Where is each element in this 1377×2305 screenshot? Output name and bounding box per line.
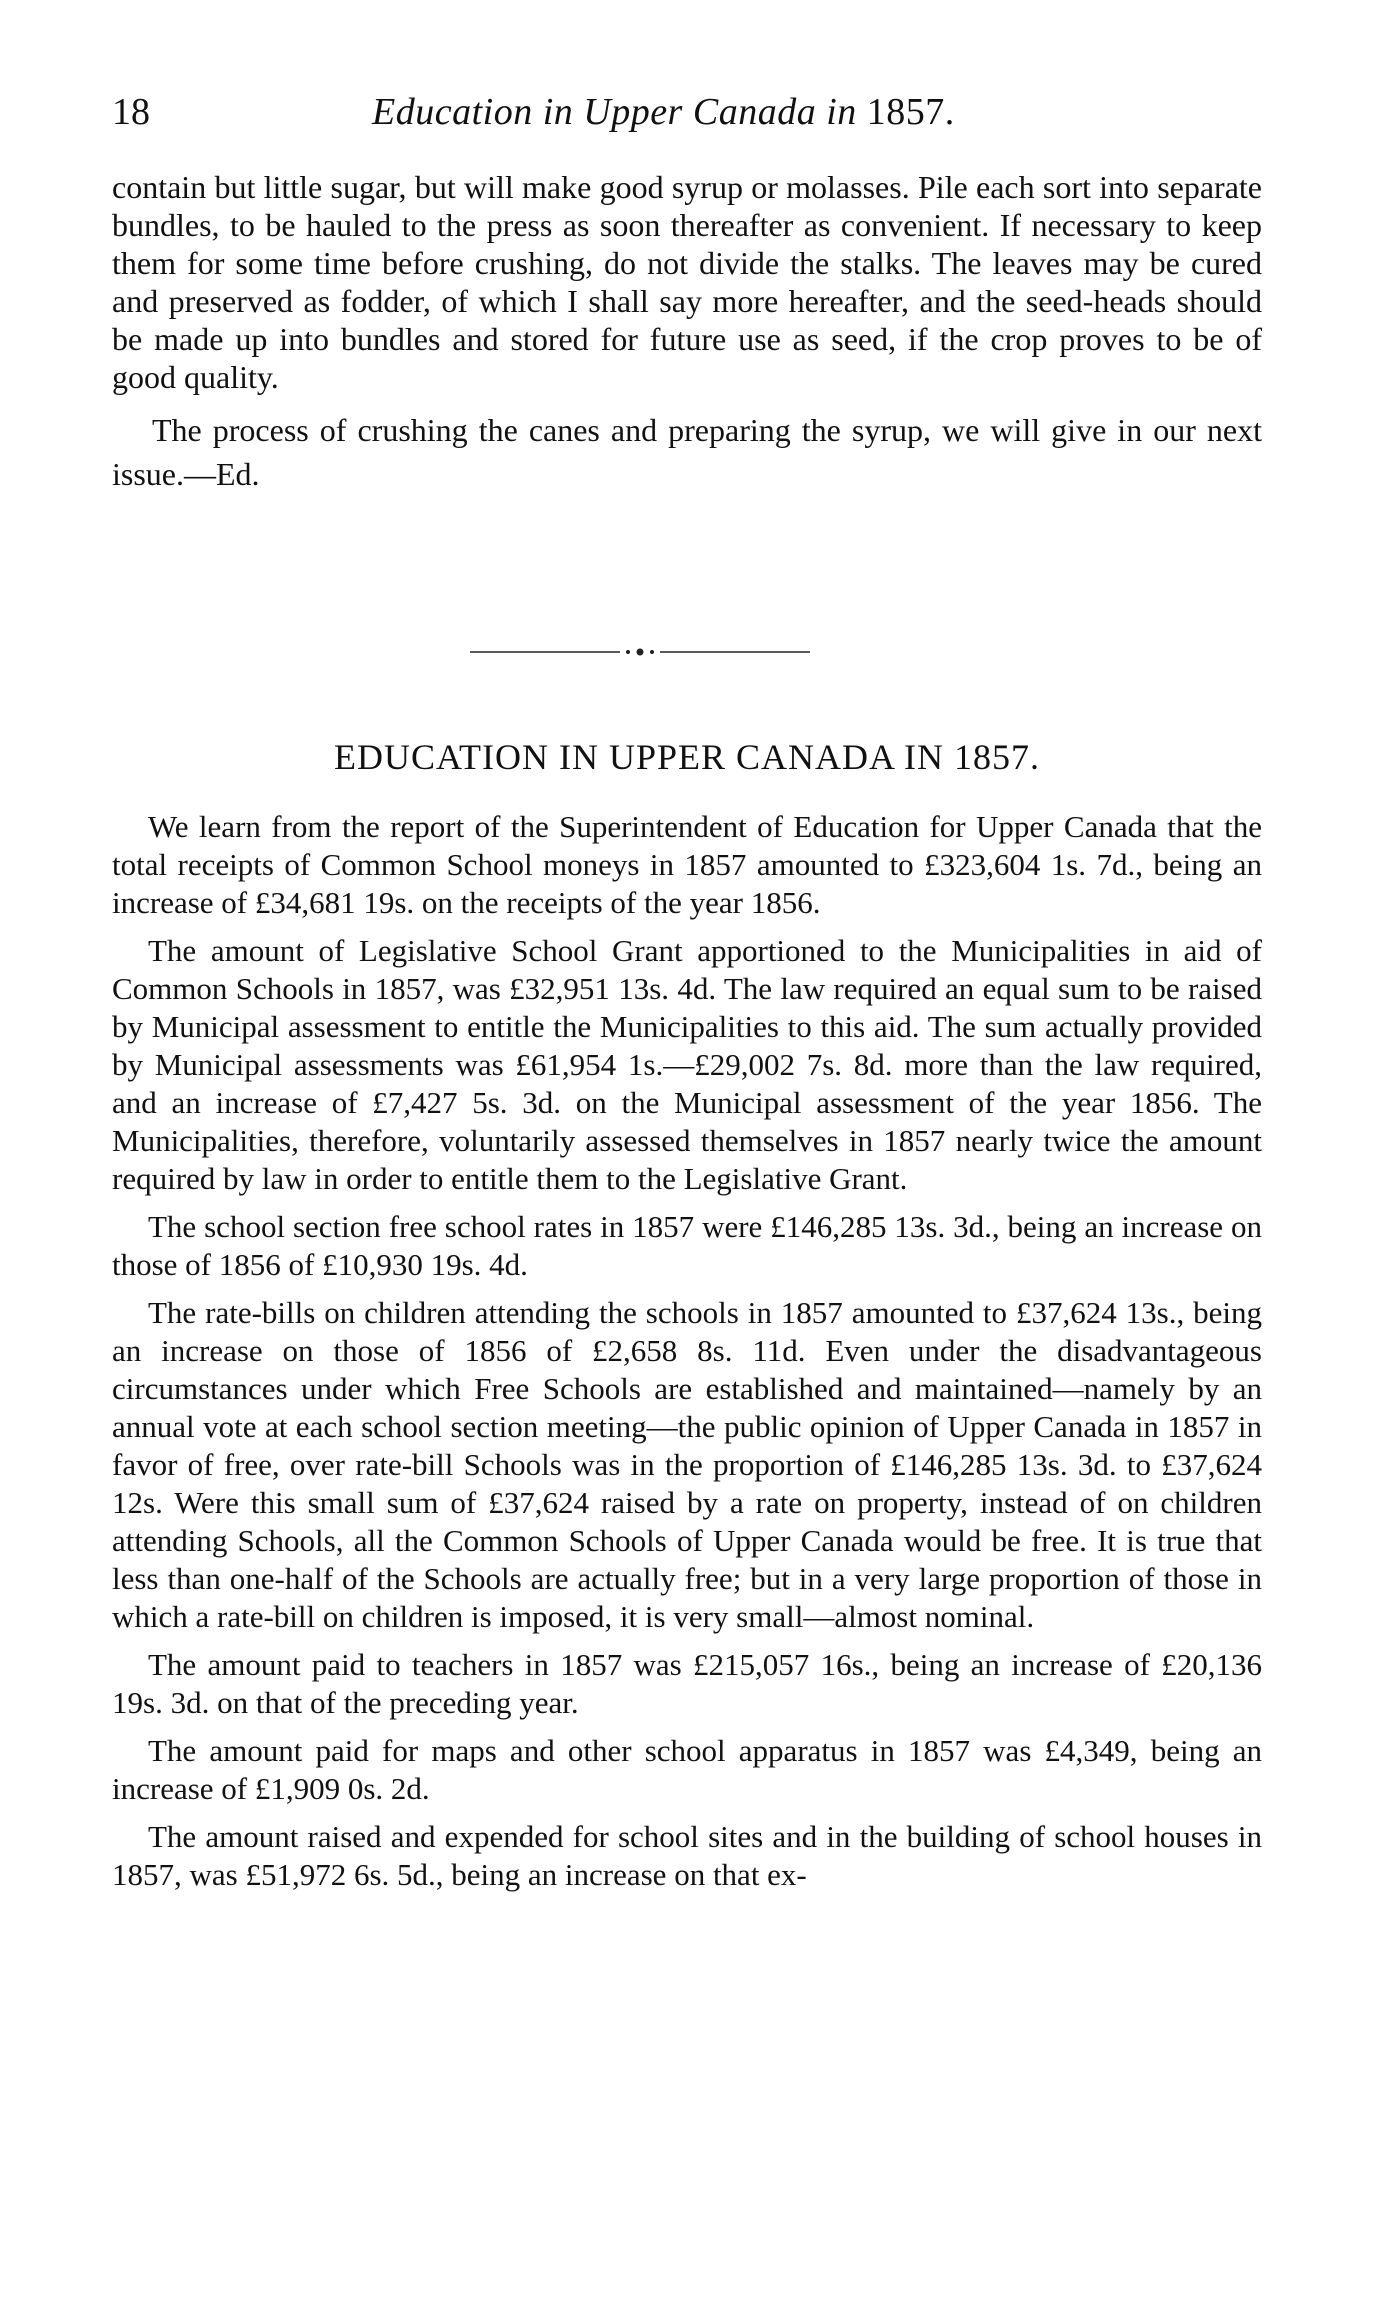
article-paragraph: The amount paid to teachers in 1857 was £215,057 16s., being an increase of £20,136 19s. 3d. on that of the preceding year.: [112, 1647, 1262, 1720]
page-header: [112, 90, 1262, 140]
running-title: [372, 90, 955, 134]
article-paragraph: The amount paid for maps and other school apparatus in 1857 was £4,349, being an increase of £1,909 0s. 2d.: [112, 1733, 1262, 1806]
section-divider-ornament: [470, 648, 810, 656]
continued-paragraph: contain but little sugar, but will make good syrup or molasses. Pile each sort into separate bundles, to be hauled to the press as soon thereafter as convenient. If necessary to keep them for some time before crushing, do not divide the stalks. The leaves may be cured and preserved as fodder, of which I shall say more hereafter, and the seed-heads should be made up into bundles and stored for future use as seed, if the crop proves to be of good quality.: [112, 169, 1262, 395]
article-paragraph: The amount raised and expended for school sites and in the building of school houses in 1857, was £51,972 6s. 5d., being an increase on that ex-: [112, 1819, 1262, 1892]
article-paragraph: The school section free school rates in 1857 were £146,285 13s. 3d., being an increase on those of 1856 of £10,930 19s. 4d.: [112, 1209, 1262, 1282]
running-title-year: 1857.: [866, 91, 955, 133]
running-title-text: Education in Upper Canada in: [372, 91, 857, 133]
editor-note-paragraph: The process of crushing the canes and preparing the syrup, we will give in our next issue.—Ed.: [112, 412, 1262, 492]
continued-article: [112, 168, 1262, 496]
article-title: EDUCATION IN UPPER CANADA IN 1857.: [333, 737, 1040, 777]
page-number: 18: [112, 91, 150, 133]
article-paragraph: The rate-bills on children attending the schools in 1857 amounted to £37,624 13s., being an increase on those of 1856 of £2,658 8s. 11d. Even under the disadvantageous circumstances under which Free Schools are established and maintained—namely by an annual vote at each school section meeting—the public opinion of Upper Canada in 1857 in favor of free, over rate-bill Schools was in the proportion of £146,285 13s. 3d. to £37,624 12s. Were this small sum of £37,624 raised by a rate on property, instead of on children attending Schools, all the Common Schools of Upper Canada would be free. It is true that less than one-half of the Schools are actually free; but in a very large proportion of those in which a rate-bill on children is imposed, it is very small—almost nominal.: [112, 1295, 1262, 1634]
article-body: [112, 808, 1262, 1904]
article-paragraph: The amount of Legislative School Grant apportioned to the Municipalities in aid of Common Schools in 1857, was £32,951 13s. 4d. The law required an equal sum to be raised by Municipal assessment to entitle the Municipalities to this aid. The sum actually provided by Municipal assessments was £61,954 1s.—£29,002 7s. 8d. more than the law required, and an increase of £7,427 5s. 3d. on the Municipal assessment of the year 1856. The Municipalities, therefore, voluntarily assessed themselves in 1857 nearly twice the amount required by law in order to entitle them to the Legislative Grant.: [112, 933, 1262, 1196]
article-paragraph: We learn from the report of the Superintendent of Education for Upper Canada that the total receipts of Common School moneys in 1857 amounted to £323,604 1s. 7d., being an increase of £34,681 19s. on the receipts of the year 1856.: [112, 809, 1262, 920]
